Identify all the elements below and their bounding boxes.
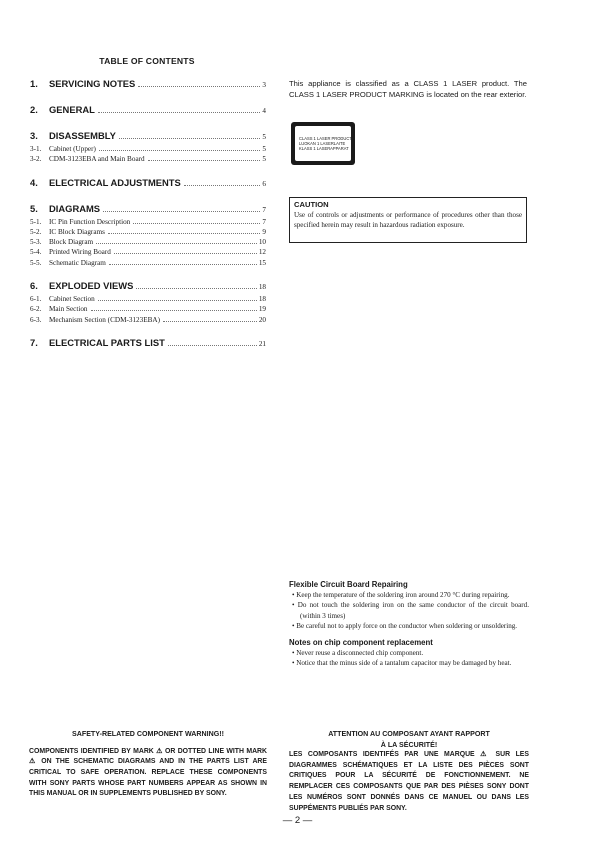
toc-leader-dots <box>103 211 260 212</box>
toc-page-number: 15 <box>258 258 266 267</box>
toc-section-number: 1. <box>30 78 38 89</box>
toc-page-number: 7 <box>262 217 266 226</box>
toc-page-number: 6 <box>262 179 266 188</box>
toc-leader-dots <box>133 223 260 224</box>
toc-section-number: 4. <box>30 176 38 188</box>
toc-page-number: 5 <box>262 145 266 153</box>
toc-page-number: 19 <box>258 305 266 314</box>
toc-section-heading <box>30 103 266 118</box>
toc-leader-dots <box>98 300 257 301</box>
safety-warning-title-fr <box>289 729 529 750</box>
toc-subsection <box>30 315 266 325</box>
toc-subsection-number: 5-3. <box>30 238 42 247</box>
toc-leader-dots <box>99 150 261 151</box>
toc-section <box>30 202 266 268</box>
caution-box <box>289 197 527 243</box>
toc-section-title: DIAGRAMS <box>49 202 101 214</box>
caution-title: CAUTION <box>294 200 329 209</box>
toc-subsection-number: 5-4. <box>30 248 42 257</box>
toc-subsection-number: 5-1. <box>30 217 42 226</box>
toc-subsection <box>30 144 266 154</box>
toc-title: TABLE OF CONTENTS <box>99 56 195 66</box>
toc-leader-dots <box>119 138 261 139</box>
repair-notes <box>289 579 529 669</box>
safety-warning-title-line: À LA SÉCURITÉ! <box>380 740 438 749</box>
toc-subsection-title: IC Block Diagrams <box>49 227 105 236</box>
toc-subsection-title: Schematic Diagram <box>49 258 106 267</box>
laser-label-line: CLASS 1 LASER PRODUCT <box>299 135 352 141</box>
toc-section-title: ELECTRICAL ADJUSTMENTS <box>49 176 181 188</box>
laser-product-label <box>291 122 355 165</box>
safety-warning-title-line: ATTENTION AU COMPOSANT AYANT RAPPORT <box>328 730 490 738</box>
toc-leader-dots <box>96 243 257 244</box>
toc-subsection-title: CDM-3123EBA and Main Board <box>49 155 145 164</box>
laser-label-panel <box>295 126 351 161</box>
safety-warning-body: COMPONENTS IDENTIFIED BY MARK ⚠ OR DOTTED LINE WITH MARK ⚠ ON THE SCHEMATIC DIAGRAMS AND IN THE PARTS LIST ARE CRITICAL TO SAFE OPERATION. REPLACE THESE COMPONENTS WITH SONY PARTS WHOSE PART NUMBERS APPEAR AS SHOWN IN THIS MANUAL OR IN SUPPLEMENTS PUBLISHED BY SONY. <box>29 747 267 798</box>
toc-leader-dots <box>148 160 261 161</box>
toc-leader-dots <box>138 86 260 87</box>
toc-section-heading <box>30 202 266 217</box>
toc-subsection-number: 6-1. <box>30 295 42 304</box>
toc-section-number: 2. <box>30 104 38 115</box>
toc-page-number: 3 <box>262 81 266 89</box>
toc-leader-dots <box>91 310 257 311</box>
toc-page-number: 4 <box>262 107 266 115</box>
toc-leader-dots <box>98 112 261 113</box>
toc-subsection <box>30 258 266 268</box>
toc-section-number: 5. <box>30 202 38 214</box>
toc-section <box>30 129 266 165</box>
toc-subsection-number: 5-2. <box>30 227 42 236</box>
toc-section-heading <box>30 336 266 351</box>
repair-item: • Be careful not to apply force on the conductor when soldering or unsoldering. <box>292 621 518 630</box>
toc-subsection <box>30 154 266 164</box>
chip-replacement-title: Notes on chip component replacement <box>289 638 433 648</box>
toc-leader-dots <box>184 185 261 186</box>
laser-class-notice: This appliance is classified as a CLASS 1 LASER product. The CLASS 1 LASER PRODUCT MARKING is located on the rear exterior. <box>289 79 527 99</box>
toc-section-heading <box>30 77 266 92</box>
toc-section-title: EXPLODED VIEWS <box>49 280 134 292</box>
chip-note-item: • Never reuse a disconnected chip component. <box>292 649 424 658</box>
toc-section-title: SERVICING NOTES <box>49 78 136 89</box>
toc-page-number: 9 <box>262 227 266 236</box>
toc-page-number: 18 <box>258 295 266 304</box>
toc-leader-dots <box>109 264 257 265</box>
toc-section <box>30 336 266 351</box>
toc-leader-dots <box>136 288 256 289</box>
toc-section <box>30 77 266 92</box>
toc-subsection-number: 3-1. <box>30 145 42 153</box>
toc-subsection-title: Printed Wiring Board <box>49 248 111 257</box>
toc-page-number: 7 <box>262 205 266 214</box>
toc-subsection <box>30 247 266 257</box>
toc-subsection-title: Cabinet (Upper) <box>49 145 96 153</box>
repair-item: • Keep the temperature of the soldering iron around 270 °C during repairing. <box>292 591 510 599</box>
toc-page-number: 21 <box>258 339 266 348</box>
toc-leader-dots <box>168 345 257 346</box>
safety-warning-french <box>289 729 529 814</box>
safety-warning-english <box>29 729 267 800</box>
toc-section-heading <box>30 129 266 144</box>
toc-section-title: DISASSEMBLY <box>49 130 116 141</box>
toc-page-number: 18 <box>258 283 266 292</box>
toc-leader-dots <box>108 233 261 234</box>
toc-section-number: 7. <box>30 336 38 348</box>
toc-subsection <box>30 294 266 304</box>
toc-leader-dots <box>114 253 257 254</box>
toc-page-number: 20 <box>258 315 266 324</box>
toc-section <box>30 103 266 118</box>
laser-label-line: LUOKAN 1 LASERLAITE <box>299 140 346 146</box>
toc-subsection-number: 6-2. <box>30 305 42 314</box>
chip-note-item: • Notice that the minus side of a tantalum capacitor may be damaged by heat. <box>292 659 512 668</box>
laser-label-line: KLASS 1 LASERAPPARAT <box>299 146 349 152</box>
toc-section <box>30 176 266 191</box>
toc-subsection <box>30 227 266 237</box>
toc-subsection-title: Cabinet Section <box>49 295 95 304</box>
toc-subsection-title: Main Section <box>49 305 88 314</box>
toc-page-number: 12 <box>258 248 266 257</box>
toc-page-number: 5 <box>262 133 266 141</box>
toc-subsection-number: 3-2. <box>30 155 42 164</box>
toc-section-title: ELECTRICAL PARTS LIST <box>49 336 165 348</box>
toc-section-number: 6. <box>30 280 38 292</box>
toc-subsection <box>30 304 266 314</box>
toc-section <box>30 279 266 325</box>
toc-section-title: GENERAL <box>49 104 95 115</box>
toc-leader-dots <box>163 321 257 322</box>
caution-body: Use of controls or adjustments or performance of procedures other than those specified herein may result in hazardous radiation exposure. <box>294 211 522 230</box>
flex-board-repair-title: Flexible Circuit Board Repairing <box>289 580 408 589</box>
toc-section-heading <box>30 279 266 294</box>
safety-warning-body-fr: LES COMPOSANTS IDENTIFÉS PAR UNE MARQUE ⚠ SUR LES DIAGRAMMES SCHÉMATIQUES ET LA LISTE DES PIÈCES SONT CRITIQUES POUR LA SÉCURITÉ DE FONCTIONNEMENT. NE REMPLACER CES COMPOSANTS QUE PAR DES PIÈSES SONY DONT LES NUMÉROS SONT DONNÉS DANS CE MANUEL OU DANS LES SUPPÉMENTS PUBLIÉS PAR SONY. <box>289 751 529 812</box>
toc-subsection-number: 5-5. <box>30 258 42 267</box>
table-of-contents <box>30 77 266 362</box>
toc-subsection <box>30 217 266 227</box>
toc-subsection <box>30 237 266 247</box>
toc-section-number: 3. <box>30 130 38 141</box>
toc-page-number: 10 <box>258 238 266 247</box>
page-number: — 2 — <box>282 815 313 826</box>
safety-warning-title: SAFETY-RELATED COMPONENT WARNING!! <box>72 730 224 738</box>
toc-section-heading <box>30 176 266 191</box>
toc-page-number: 5 <box>262 155 266 164</box>
toc-subsection-number: 6-3. <box>30 315 42 324</box>
toc-subsection-title: IC Pin Function Description <box>49 217 131 226</box>
toc-subsection-title: Mechanism Section (CDM-3123EBA) <box>49 315 160 324</box>
repair-item: • Do not touch the soldering iron on the same conductor of the circuit board. (within 3 times) <box>292 601 529 620</box>
toc-subsection-title: Block Diagram <box>49 238 94 247</box>
